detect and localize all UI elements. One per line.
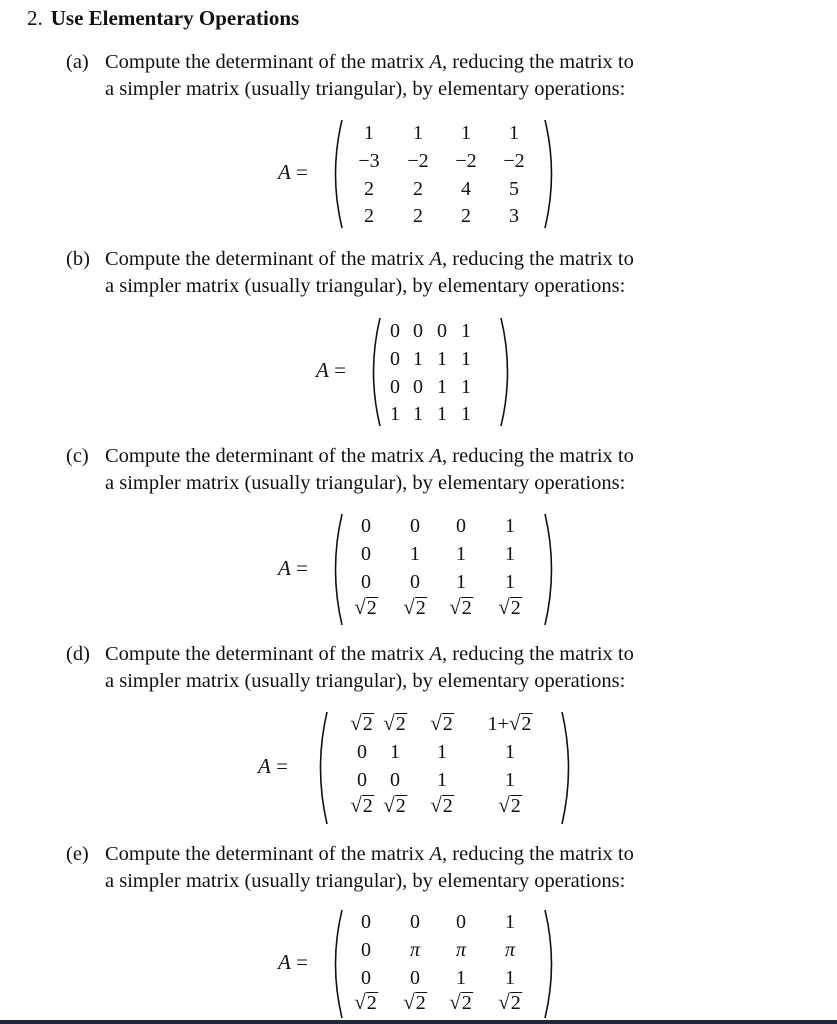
left-parenthesis bbox=[328, 908, 346, 1020]
matrix-cell: −3 bbox=[358, 150, 380, 172]
matrix-cell: 0 bbox=[390, 376, 400, 398]
matrix-cell: √ 2 bbox=[498, 595, 521, 619]
matrix-cell: 2 bbox=[413, 178, 423, 200]
matrix-lhs-variable: A bbox=[316, 358, 329, 382]
matrix-cell: 1 bbox=[390, 403, 400, 425]
matrix-cell: 1 bbox=[461, 320, 471, 342]
matrix-cell: 1 bbox=[456, 571, 466, 593]
right-parenthesis bbox=[497, 316, 515, 428]
matrix-variable: A bbox=[429, 248, 443, 270]
matrix-b bbox=[316, 316, 526, 428]
matrix-cell: 1 bbox=[505, 967, 515, 989]
matrix-cell: 0 bbox=[361, 515, 371, 537]
matrix-cell: √ 2 bbox=[350, 793, 373, 817]
matrix-cell: 4 bbox=[461, 178, 471, 200]
matrix-cell: 1 bbox=[437, 769, 447, 791]
problem-label: (e) bbox=[66, 843, 89, 865]
matrix-cell: 1+ √ 2 bbox=[487, 711, 532, 735]
matrix-cell: 3 bbox=[509, 205, 519, 227]
matrix-a bbox=[278, 118, 558, 230]
matrix-cell: 0 bbox=[390, 348, 400, 370]
matrix-cell: √ 2 bbox=[403, 595, 426, 619]
left-parenthesis bbox=[328, 118, 346, 230]
matrix-cell: 1 bbox=[413, 122, 423, 144]
right-parenthesis bbox=[558, 710, 576, 826]
matrix-cell: 1 bbox=[509, 122, 519, 144]
matrix-cell: 1 bbox=[505, 911, 515, 933]
matrix-lhs bbox=[258, 754, 288, 779]
matrix-variable: A bbox=[429, 51, 443, 73]
matrix-cell: 1 bbox=[437, 403, 447, 425]
matrix-cell: −2 bbox=[503, 150, 525, 172]
matrix-cell: 0 bbox=[413, 376, 423, 398]
matrix-cell: 2 bbox=[461, 205, 471, 227]
matrix-cell: 0 bbox=[361, 967, 371, 989]
matrix-cell: 1 bbox=[456, 543, 466, 565]
matrix-lhs-equals: = bbox=[290, 950, 308, 974]
matrix-variable: A bbox=[429, 643, 443, 665]
matrix-cell: π bbox=[409, 939, 421, 961]
matrix-cell: 0 bbox=[361, 939, 371, 961]
matrix-lhs-variable: A bbox=[278, 160, 291, 184]
matrix-cell: 0 bbox=[437, 320, 447, 342]
section-heading bbox=[27, 6, 299, 31]
matrix-cell: 0 bbox=[357, 741, 367, 763]
matrix-c bbox=[278, 512, 558, 627]
matrix-lhs-equals: = bbox=[290, 160, 308, 184]
matrix-lhs bbox=[278, 556, 308, 581]
matrix-cell: 1 bbox=[437, 741, 447, 763]
matrix-lhs bbox=[278, 950, 308, 975]
matrix-cell: √ 2 bbox=[498, 990, 521, 1014]
matrix-cell: √ 2 bbox=[354, 990, 377, 1014]
matrix-cell: 2 bbox=[413, 205, 423, 227]
problem-label: (b) bbox=[66, 248, 90, 270]
matrix-cell: 1 bbox=[413, 403, 423, 425]
matrix-cell: 0 bbox=[357, 769, 367, 791]
problem-label: (a) bbox=[66, 51, 89, 73]
matrix-cell: 0 bbox=[410, 967, 420, 989]
matrix-cell: 0 bbox=[456, 911, 466, 933]
matrix-cell: 1 bbox=[505, 515, 515, 537]
matrix-cell: √ 2 bbox=[383, 793, 406, 817]
matrix-cell: 0 bbox=[361, 571, 371, 593]
matrix-cell: 1 bbox=[410, 543, 420, 565]
matrix-cell: 1 bbox=[461, 376, 471, 398]
section-title: Use Elementary Operations bbox=[50, 6, 300, 30]
matrix-cell: √ 2 bbox=[350, 711, 373, 735]
matrix-cell: 1 bbox=[505, 741, 515, 763]
matrix-cell: 1 bbox=[461, 348, 471, 370]
matrix-cell: 1 bbox=[505, 769, 515, 791]
matrix-cell: 0 bbox=[410, 911, 420, 933]
left-parenthesis bbox=[313, 710, 331, 826]
matrix-cell: 0 bbox=[410, 515, 420, 537]
problem-b-text: (b) Compute the determinant of the matrix A, reducing the matrix to a simpler matrix (usually triangular), by elementary operations: bbox=[66, 248, 634, 297]
matrix-cell: −2 bbox=[455, 150, 477, 172]
matrix-cell: √ 2 bbox=[403, 990, 426, 1014]
matrix-cell: 0 bbox=[361, 543, 371, 565]
matrix-cell: π bbox=[455, 939, 467, 961]
problem-e-text: (e) Compute the determinant of the matrix A, reducing the matrix to a simpler matrix (usually triangular), by elementary operations: bbox=[66, 843, 634, 892]
problem-a-text: (a) Compute the determinant of the matrix A, reducing the matrix to a simpler matrix (usually triangular), by elementary operations: bbox=[66, 51, 634, 100]
matrix-cell: 0 bbox=[456, 515, 466, 537]
matrix-cell: √ 2 bbox=[430, 793, 453, 817]
matrix-lhs-variable: A bbox=[258, 754, 271, 778]
matrix-cell: 0 bbox=[390, 769, 400, 791]
matrix-cell: √ 2 bbox=[354, 595, 377, 619]
matrix-lhs-variable: A bbox=[278, 950, 291, 974]
right-parenthesis bbox=[541, 908, 559, 1020]
matrix-cell: 0 bbox=[413, 320, 423, 342]
left-parenthesis bbox=[328, 512, 346, 627]
matrix-cell: 1 bbox=[390, 741, 400, 763]
matrix-cell: √ 2 bbox=[430, 711, 453, 735]
matrix-e bbox=[278, 908, 558, 1020]
matrix-cell: √ 2 bbox=[449, 990, 472, 1014]
matrix-cell: √ 2 bbox=[383, 711, 406, 735]
matrix-cell: 5 bbox=[509, 178, 519, 200]
matrix-cell: π bbox=[504, 939, 516, 961]
right-parenthesis bbox=[541, 512, 559, 627]
left-parenthesis bbox=[366, 316, 384, 428]
problem-d-text: (d) Compute the determinant of the matrix A, reducing the matrix to a simpler matrix (usually triangular), by elementary operations: bbox=[66, 643, 634, 692]
matrix-cell: −2 bbox=[407, 150, 429, 172]
matrix-lhs-equals: = bbox=[290, 555, 308, 580]
matrix-cell: 0 bbox=[361, 911, 371, 933]
matrix-cell: 1 bbox=[461, 403, 471, 425]
matrix-cell: 2 bbox=[364, 178, 374, 200]
matrix-cell: 0 bbox=[390, 320, 400, 342]
matrix-cell: 1 bbox=[413, 348, 423, 370]
matrix-cell: √ 2 bbox=[449, 595, 472, 619]
matrix-variable: A bbox=[429, 445, 443, 467]
matrix-cell: 1 bbox=[505, 571, 515, 593]
matrix-cell: 1 bbox=[437, 376, 447, 398]
matrix-cell: 1 bbox=[505, 543, 515, 565]
matrix-variable: A bbox=[429, 843, 443, 865]
matrix-cell: 1 bbox=[364, 122, 374, 144]
matrix-lhs bbox=[316, 358, 346, 383]
matrix-cell: 2 bbox=[364, 205, 374, 227]
matrix-lhs-equals: = bbox=[270, 754, 288, 778]
matrix-cell: 1 bbox=[461, 122, 471, 144]
matrix-cell: 1 bbox=[456, 967, 466, 989]
section-number: 2. bbox=[27, 6, 43, 30]
matrix-d bbox=[258, 710, 578, 826]
bottom-edge-bar bbox=[0, 1020, 837, 1024]
matrix-lhs bbox=[278, 160, 308, 185]
problem-label: (d) bbox=[66, 643, 90, 665]
matrix-lhs-variable: A bbox=[278, 555, 291, 580]
problem-c-text: (c) Compute the determinant of the matrix A, reducing the matrix to a simpler matrix (usually triangular), by elementary operations: bbox=[66, 445, 634, 494]
matrix-lhs-equals: = bbox=[328, 358, 346, 382]
matrix-cell: 1 bbox=[437, 348, 447, 370]
matrix-cell: 0 bbox=[410, 571, 420, 593]
right-parenthesis bbox=[541, 118, 559, 230]
matrix-cell: √ 2 bbox=[498, 793, 521, 817]
problem-label: (c) bbox=[66, 445, 89, 467]
